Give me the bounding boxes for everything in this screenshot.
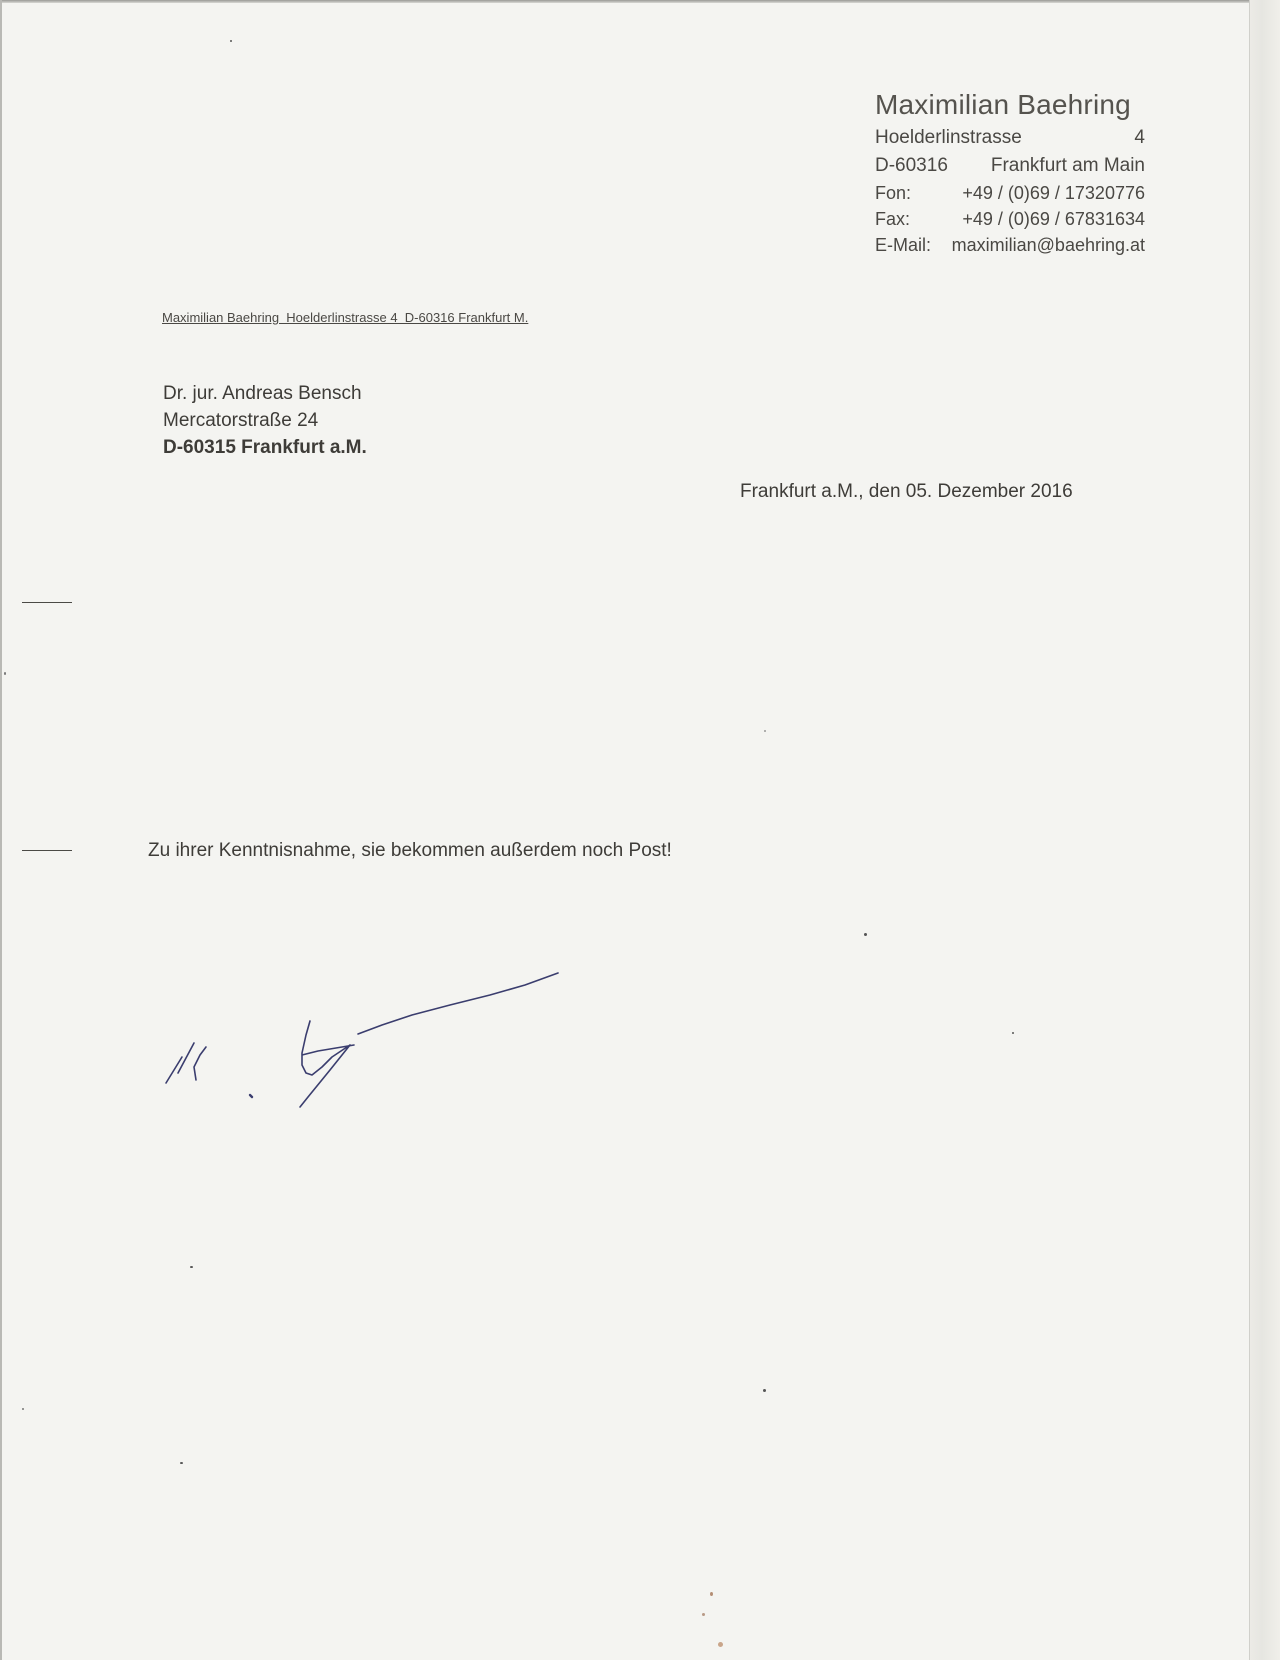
sender-street-row [875, 124, 1145, 152]
scan-speck [180, 1462, 183, 1464]
scan-speck [190, 1266, 193, 1268]
sender-phone-row [875, 180, 1145, 206]
scan-edge-top [0, 0, 1280, 3]
scan-speck [22, 1408, 24, 1410]
fold-mark-lower [22, 850, 72, 851]
date-line: Frankfurt a.M., den 05. Dezember 2016 [740, 481, 1073, 502]
scan-speck [764, 730, 766, 732]
recipient-street: Mercatorstraße 24 [163, 410, 319, 431]
handwritten-signature [150, 955, 570, 1125]
fold-mark-upper [22, 602, 72, 603]
scan-edge-right [1249, 0, 1280, 1660]
sender-house-number: 4 [1134, 127, 1145, 148]
scan-speck [710, 1592, 713, 1596]
fax-label: Fax: [875, 209, 911, 229]
scan-speck [718, 1642, 723, 1647]
scan-speck [702, 1613, 705, 1616]
body-text: Zu ihrer Kenntnisnahme, sie bekommen außerdem noch Post! [148, 840, 672, 861]
sender-fax: +49 / (0)69 / 67831634 [962, 209, 1145, 229]
phone-label: Fon: [875, 183, 912, 203]
sender-name: Maximilian Baehring [875, 89, 1131, 120]
scan-speck [4, 672, 6, 675]
recipient-name: Dr. jur. Andreas Bensch [163, 383, 362, 404]
sender-city-row [875, 152, 1145, 180]
letterhead [875, 86, 1145, 258]
sender-postal-code: D-60316 [875, 155, 948, 176]
sender-phone: +49 / (0)69 / 17320776 [962, 183, 1145, 203]
scan-speck [763, 1389, 766, 1392]
sender-street: Hoelderlinstrasse [875, 127, 1022, 148]
recipient-city: D-60315 Frankfurt a.M. [163, 437, 367, 458]
sender-fax-row [875, 206, 1145, 232]
return-address-line: Maximilian Baehring Hoelderlinstrasse 4 D-60316 Frankfurt M. [162, 310, 529, 325]
scan-speck [864, 933, 867, 936]
recipient-address [163, 380, 367, 461]
scan-speck [230, 40, 232, 42]
sender-city: Frankfurt am Main [990, 155, 1145, 176]
scan-speck [1012, 1032, 1014, 1034]
scan-edge-left [0, 0, 2, 1660]
sender-email: maximilian@baehring.at [951, 235, 1145, 255]
sender-email-row [875, 232, 1145, 258]
email-label: E-Mail: [875, 235, 932, 255]
